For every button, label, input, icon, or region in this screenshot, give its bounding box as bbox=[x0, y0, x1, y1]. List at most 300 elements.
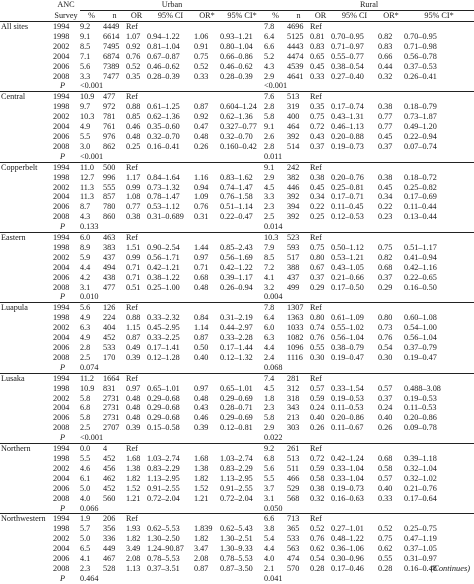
survey-year: 1994 bbox=[52, 162, 80, 172]
table-cell: 438 bbox=[103, 272, 116, 282]
table-row bbox=[0, 474, 474, 484]
table-cell bbox=[220, 22, 264, 32]
survey-year: 2006 bbox=[53, 131, 70, 141]
table-cell: 0.80 bbox=[310, 313, 325, 323]
table-cell: 356 bbox=[103, 524, 116, 534]
table-cell: 0.46–0.62 bbox=[147, 61, 180, 71]
table-cell bbox=[220, 373, 264, 383]
table-cell: 0.72 bbox=[310, 453, 325, 463]
table-cell: 392 bbox=[287, 192, 300, 202]
table-cell: 0.33–2.28 bbox=[220, 333, 253, 343]
table-cell: 7389 bbox=[103, 61, 120, 71]
table-row bbox=[0, 253, 474, 263]
table-cell: 1.16 bbox=[194, 172, 209, 182]
table-cell: 0.99 bbox=[126, 252, 141, 262]
table-cell: 0.59 bbox=[310, 393, 325, 403]
table-cell: 1.09 bbox=[194, 192, 209, 202]
table-cell: 4.2 bbox=[80, 272, 91, 282]
table-cell: 0.31–0.97 bbox=[404, 554, 437, 564]
table-cell bbox=[404, 514, 474, 524]
table-cell: 0.56–1.69 bbox=[220, 252, 253, 262]
table-cell bbox=[404, 162, 474, 172]
table-cell: 0.16–0.50 bbox=[404, 282, 437, 292]
table-cell: 0.20–0.76 bbox=[331, 172, 364, 182]
table-cell bbox=[220, 303, 264, 313]
table-cell: 0.33–1.04 bbox=[331, 463, 364, 473]
table-cell: 0.76–1.58 bbox=[220, 192, 253, 202]
region-spacer bbox=[0, 494, 52, 504]
table-row bbox=[0, 32, 474, 42]
table-cell: 0.70–0.95 bbox=[404, 31, 437, 41]
table-cell: 3.3 bbox=[264, 192, 275, 202]
p-value-urban: 0.066 bbox=[80, 503, 99, 513]
survey-year: 2002 bbox=[53, 534, 70, 544]
table-cell: 0.37–0.79 bbox=[404, 343, 437, 352]
table-cell: Ref bbox=[126, 303, 147, 313]
table-cell: 9.1 bbox=[264, 122, 275, 132]
table-cell: 2.3 bbox=[264, 202, 275, 212]
region-label: Northwestern bbox=[0, 514, 52, 524]
table-cell: 0.38–0.54 bbox=[331, 61, 364, 71]
table-cell: 0.37 bbox=[378, 141, 393, 151]
table-cell: 0.75 bbox=[378, 242, 393, 252]
table-cell: 0.75 bbox=[378, 534, 393, 544]
table-cell: 0.30–0.96 bbox=[331, 554, 364, 564]
table-cell: 0.32–0.70 bbox=[220, 131, 253, 141]
table-cell: 5.5 bbox=[80, 453, 91, 463]
table-cell: 452 bbox=[103, 333, 116, 343]
table-cell: 0.84–1.64 bbox=[147, 172, 180, 182]
table-cell: Ref bbox=[310, 303, 331, 313]
table-cell: 3.0 bbox=[80, 141, 91, 151]
table-cell: 3.7 bbox=[264, 483, 275, 493]
region-spacer bbox=[0, 273, 52, 283]
table-cell: 0.19–0.47 bbox=[404, 352, 437, 362]
survey-year: 2002 bbox=[53, 182, 70, 192]
table-cell: 3.1 bbox=[264, 493, 275, 503]
table-cell: 1.52 bbox=[194, 483, 209, 493]
table-cell: 4.3 bbox=[80, 212, 91, 222]
table-cell: 0.42–1.16 bbox=[404, 262, 437, 272]
table-cell: 365 bbox=[287, 524, 300, 534]
table-cell bbox=[331, 444, 378, 454]
p-value-urban: <0.001 bbox=[80, 151, 104, 161]
table-cell: 3.3 bbox=[80, 71, 91, 81]
table-cell: 10.9 bbox=[80, 92, 103, 102]
table-cell: 0.74 bbox=[310, 323, 325, 333]
table-cell: 6.0 bbox=[264, 323, 275, 333]
table-cell: 6.1 bbox=[80, 473, 91, 483]
survey-year: 1994 bbox=[52, 22, 80, 32]
table-cell: 1.82 bbox=[194, 473, 209, 483]
table-cell: 0.51–1.14 bbox=[220, 202, 253, 212]
survey-header-line2: Survey bbox=[54, 10, 78, 20]
region-spacer bbox=[0, 333, 52, 343]
table-cell: Ref bbox=[310, 444, 331, 454]
table-cell: 0.93–1.21 bbox=[220, 31, 253, 41]
table-cell: 6614 bbox=[103, 31, 120, 41]
table-cell: 7.8 bbox=[264, 22, 287, 32]
table-cell: 0.38 bbox=[378, 172, 393, 182]
table-cell: 0.21–0.76 bbox=[404, 483, 437, 493]
table-cell: 0.38 bbox=[126, 212, 141, 222]
table-cell: 0.73 bbox=[378, 323, 393, 333]
region-spacer bbox=[0, 62, 52, 72]
table-cell bbox=[404, 92, 474, 102]
table-row bbox=[0, 384, 474, 394]
table-cell: Ref bbox=[126, 162, 147, 172]
table-cell: 0.57 bbox=[378, 473, 393, 483]
region-spacer bbox=[0, 474, 52, 484]
table-cell: 8.5 bbox=[80, 41, 91, 51]
region-spacer bbox=[0, 152, 52, 162]
table-cell: 0.19–0.47 bbox=[331, 352, 364, 362]
region-spacer bbox=[0, 32, 52, 42]
table-cell: 6.6 bbox=[264, 514, 287, 524]
table-cell: 0.43–1.05 bbox=[331, 262, 364, 272]
table-cell: 0.51–1.17 bbox=[404, 242, 437, 252]
table-cell: 0.28–0.71 bbox=[220, 403, 253, 413]
region-spacer bbox=[0, 222, 52, 232]
table-cell: 976 bbox=[103, 131, 116, 141]
table-cell bbox=[331, 233, 378, 243]
table-cell: 1.82 bbox=[126, 473, 141, 483]
survey-year: 1998 bbox=[53, 453, 70, 463]
table-cell: 0.29 bbox=[310, 282, 325, 292]
table-cell: 0.12–0.81 bbox=[220, 423, 253, 433]
table-cell: 0.52 bbox=[310, 524, 325, 534]
table-cell: 0.17–0.46 bbox=[331, 563, 364, 573]
table-cell: 0.58 bbox=[310, 473, 325, 483]
table-cell: 0.97 bbox=[194, 252, 209, 262]
survey-year: 1994 bbox=[52, 92, 80, 102]
table-cell: 1.30–9.33 bbox=[220, 544, 253, 554]
table-cell: 0.53–1.21 bbox=[331, 252, 364, 262]
table-cell: 0.38 bbox=[310, 483, 325, 493]
table-row bbox=[0, 243, 474, 253]
table-cell: 0.54–1.00 bbox=[404, 323, 437, 333]
table-cell: 0.91 bbox=[194, 41, 209, 51]
table-cell: 8.5 bbox=[264, 252, 275, 262]
table-cell: 318 bbox=[287, 393, 300, 403]
table-cell bbox=[331, 514, 378, 524]
region-spacer bbox=[0, 283, 52, 293]
survey-year: 1998 bbox=[53, 383, 70, 393]
region-spacer bbox=[0, 173, 52, 183]
table-cell: 0.82 bbox=[378, 31, 393, 41]
p-value-rural: 0.022 bbox=[264, 433, 283, 443]
table-cell: 392 bbox=[287, 131, 300, 141]
table-cell: 570 bbox=[287, 563, 300, 573]
table-cell: 7.9 bbox=[264, 242, 275, 252]
table-cell: 1363 bbox=[287, 313, 304, 323]
table-cell: 0.39 bbox=[194, 423, 209, 433]
table-cell: 0.25–0.75 bbox=[404, 524, 437, 534]
p-value-row bbox=[0, 292, 474, 302]
table-cell: 0.85 bbox=[126, 112, 141, 122]
table-cell: 0.20–0.88 bbox=[331, 131, 364, 141]
table-cell: 0.25–0.81 bbox=[331, 182, 364, 192]
table-cell: 0.47 bbox=[194, 122, 209, 132]
table-cell: 0.52 bbox=[126, 61, 141, 71]
table-cell: 0.48 bbox=[194, 282, 209, 292]
table-cell: 0.27–0.40 bbox=[331, 71, 364, 81]
table-cell: 2.4 bbox=[264, 352, 275, 362]
p-value-rural: 0.041 bbox=[264, 573, 283, 583]
table-cell: 0.33–2.32 bbox=[147, 313, 180, 323]
survey-year: 2008 bbox=[53, 141, 70, 151]
p-value-rural: 0.011 bbox=[264, 151, 283, 161]
table-cell: 10.3 bbox=[264, 233, 287, 243]
col-header: OR bbox=[314, 11, 327, 20]
table-cell: 0.38 bbox=[310, 172, 325, 182]
table-cell: 2.8 bbox=[264, 141, 275, 151]
table-cell: 568 bbox=[287, 493, 300, 503]
survey-year: 2004 bbox=[53, 544, 70, 554]
table-cell: 0.13–0.44 bbox=[404, 212, 437, 222]
table-row bbox=[0, 192, 474, 202]
table-cell: 0.160–0.42 bbox=[220, 141, 257, 151]
table-cell: 0.68 bbox=[378, 453, 393, 463]
table-cell: 0.83–2.29 bbox=[147, 463, 180, 473]
table-cell bbox=[147, 233, 194, 243]
table-cell: 0.38–1.22 bbox=[147, 272, 180, 282]
table-row bbox=[0, 132, 474, 142]
table-cell: 6.8 bbox=[264, 453, 275, 463]
table-cell: 0.11–0.67 bbox=[331, 423, 364, 433]
region-spacer bbox=[0, 323, 52, 333]
table-cell: Ref bbox=[310, 514, 331, 524]
survey-year: 2004 bbox=[53, 51, 70, 61]
table-cell: 2731 bbox=[103, 393, 120, 403]
table-cell: 0.28–0.39 bbox=[220, 71, 253, 81]
table-cell: 5.0 bbox=[80, 534, 91, 544]
table-cell: 400 bbox=[287, 112, 300, 122]
table-cell bbox=[404, 303, 474, 313]
table-cell bbox=[378, 303, 404, 313]
table-cell: 5.9 bbox=[80, 252, 91, 262]
table-cell: 1.82 bbox=[126, 534, 141, 544]
table-cell: 0.74–1.47 bbox=[220, 182, 253, 192]
table-cell: 0.78–5.53 bbox=[147, 554, 180, 564]
table-cell: 0.46 bbox=[194, 413, 209, 423]
table-cell: 3.1 bbox=[80, 282, 91, 292]
table-cell: 0.34 bbox=[378, 192, 393, 202]
table-cell: 382 bbox=[287, 172, 300, 182]
table-cell: 5125 bbox=[287, 31, 304, 41]
table-cell: 170 bbox=[103, 352, 116, 362]
survey-year: 2002 bbox=[53, 41, 70, 51]
table-cell: Ref bbox=[310, 22, 331, 32]
table-cell: 0.40 bbox=[378, 413, 393, 423]
table-cell: 5.8 bbox=[264, 112, 275, 122]
table-cell: 511 bbox=[287, 463, 300, 473]
table-cell: 0.77 bbox=[378, 122, 393, 132]
table-cell: 0.32 bbox=[378, 71, 393, 81]
table-cell: 0.70–0.95 bbox=[331, 31, 364, 41]
table-cell: Ref bbox=[126, 22, 147, 32]
table-row bbox=[0, 22, 474, 32]
table-cell: 0.15–0.58 bbox=[147, 423, 180, 433]
table-cell: 281 bbox=[287, 373, 310, 383]
header-row-groups bbox=[0, 0, 474, 11]
p-value-urban: <0.001 bbox=[80, 433, 104, 443]
table-cell: 0.87 bbox=[194, 102, 209, 112]
table-row bbox=[0, 263, 474, 273]
table-cell: Ref bbox=[126, 92, 147, 102]
table-cell: 0.71–0.97 bbox=[331, 41, 364, 51]
p-value-urban: 0.074 bbox=[80, 362, 99, 372]
table-cell: 0.35–0.60 bbox=[147, 122, 180, 132]
p-value-row bbox=[0, 152, 474, 162]
p-value-rural: 0.014 bbox=[264, 222, 283, 232]
table-cell: 464 bbox=[287, 122, 300, 132]
table-cell: 5.4 bbox=[264, 534, 275, 544]
table-cell: 4.4 bbox=[264, 544, 275, 554]
table-cell: 1.51 bbox=[126, 242, 141, 252]
table-cell: 0.50 bbox=[194, 343, 209, 352]
p-value-urban: 0.464 bbox=[80, 573, 99, 583]
table-cell: 0.34 bbox=[310, 192, 325, 202]
table-cell: 5.2 bbox=[264, 51, 275, 61]
table-cell: 0.68 bbox=[378, 262, 393, 272]
table-cell: 2.08 bbox=[126, 554, 141, 564]
table-cell: 0.17–0.69 bbox=[404, 192, 437, 202]
survey-year: 2008 bbox=[53, 493, 70, 503]
table-cell bbox=[378, 373, 404, 383]
survey-year: 2008 bbox=[53, 423, 70, 433]
region-spacer bbox=[0, 353, 52, 363]
table-cell bbox=[147, 373, 194, 383]
region-spacer bbox=[0, 574, 52, 584]
table-cell: 0.28 bbox=[310, 563, 325, 573]
table-cell: 462 bbox=[103, 473, 116, 483]
table-cell: 0.39–1.17 bbox=[220, 272, 253, 282]
table-cell: 0.20–0.86 bbox=[331, 413, 364, 423]
region-label: Eastern bbox=[0, 233, 52, 243]
table-cell: 4 bbox=[103, 444, 126, 454]
table-cell: 336 bbox=[103, 534, 116, 544]
table-cell: 1.68 bbox=[194, 453, 209, 463]
table-cell: 467 bbox=[103, 554, 116, 564]
survey-year: 2006 bbox=[53, 483, 70, 493]
table-row bbox=[0, 423, 474, 433]
table-cell: 1.08 bbox=[126, 192, 141, 202]
table-cell: 0.17–0.71 bbox=[331, 192, 364, 202]
p-value-rural: 0.004 bbox=[264, 292, 283, 302]
table-cell: 0.27–1.01 bbox=[331, 524, 364, 534]
table-cell: 1.38 bbox=[126, 463, 141, 473]
table-row bbox=[0, 62, 474, 72]
table-cell: 6.3 bbox=[80, 323, 91, 333]
table-row bbox=[0, 142, 474, 152]
table-cell: 0.0 bbox=[80, 444, 103, 454]
table-cell: 388 bbox=[287, 262, 300, 272]
table-cell: 319 bbox=[287, 102, 300, 112]
table-cell: 4443 bbox=[287, 41, 304, 51]
table-cell: 1.07 bbox=[126, 31, 141, 41]
header-row-columns bbox=[0, 11, 474, 22]
region-spacer bbox=[0, 243, 52, 253]
table-cell: 11.2 bbox=[80, 373, 103, 383]
table-cell: 0.92 bbox=[126, 41, 141, 51]
table-cell: 0.76 bbox=[378, 333, 393, 343]
table-cell bbox=[331, 162, 378, 172]
table-cell: 0.45 bbox=[378, 131, 393, 141]
p-label: P bbox=[60, 292, 66, 302]
table-cell: 0.21–0.66 bbox=[331, 272, 364, 282]
region-spacer bbox=[0, 363, 52, 373]
table-cell: 0.22 bbox=[310, 202, 325, 212]
table-cell: 0.32 bbox=[310, 493, 325, 503]
table-cell: 0.78–5.53 bbox=[220, 554, 253, 564]
table-cell: 0.11–0.45 bbox=[331, 202, 364, 212]
table-cell: 0.19–0.53 bbox=[404, 393, 437, 403]
region-spacer bbox=[0, 42, 52, 52]
table-cell: 0.26 bbox=[194, 141, 209, 151]
table-cell: 0.18–0.79 bbox=[404, 102, 437, 112]
survey-year: 2002 bbox=[53, 323, 70, 333]
table-cell: 466 bbox=[287, 473, 300, 483]
survey-year: 2002 bbox=[53, 393, 70, 403]
table-cell: 0.46–1.13 bbox=[331, 122, 364, 132]
table-cell: 0.37–0.53 bbox=[404, 61, 437, 71]
table-cell: 0.29–0.68 bbox=[147, 413, 180, 423]
table-cell: 0.65–1.01 bbox=[220, 383, 253, 393]
table-cell: 0.22–0.65 bbox=[404, 272, 437, 282]
table-cell: 0.71 bbox=[194, 262, 209, 272]
survey-year: 2008 bbox=[53, 282, 70, 292]
table-cell: 0.44 bbox=[378, 61, 393, 71]
table-cell: 0.22–0.47 bbox=[220, 212, 253, 222]
table-cell: 0.37–1.05 bbox=[404, 544, 437, 554]
table-cell: 0.26–0.41 bbox=[404, 71, 437, 81]
table-cell: 477 bbox=[103, 92, 126, 102]
table-cell bbox=[194, 514, 220, 524]
table-cell: 2707 bbox=[103, 423, 120, 433]
table-cell: 0.48 bbox=[126, 413, 141, 423]
table-cell: Ref bbox=[310, 233, 331, 243]
table-cell: 0.19–0.53 bbox=[331, 393, 364, 403]
table-cell: 1.82 bbox=[194, 534, 209, 544]
table-cell: 0.11–0.53 bbox=[331, 403, 364, 413]
table-cell: 0.62 bbox=[378, 544, 393, 554]
table-cell: 343 bbox=[287, 403, 300, 413]
table-cell: 0.31–2.19 bbox=[220, 313, 253, 323]
table-cell: 5.8 bbox=[264, 413, 275, 423]
table-cell: 0.76 bbox=[310, 534, 325, 544]
table-cell bbox=[220, 514, 264, 524]
table-cell: 0.83–1.62 bbox=[220, 172, 253, 182]
table-cell: 0.29 bbox=[378, 282, 393, 292]
survey-year: 2002 bbox=[53, 252, 70, 262]
table-cell: 514 bbox=[287, 141, 300, 151]
table-cell bbox=[147, 162, 194, 172]
table-cell: 533 bbox=[287, 534, 300, 544]
table-cell: 11.0 bbox=[80, 162, 103, 172]
table-cell: 7.2 bbox=[264, 262, 275, 272]
table-cell: 0.54 bbox=[310, 554, 325, 564]
region-spacer bbox=[0, 292, 52, 302]
survey-year: 2006 bbox=[53, 61, 70, 71]
table-cell: 0.72 bbox=[310, 122, 325, 132]
table-row bbox=[0, 484, 474, 494]
table-cell: 6.4 bbox=[264, 313, 275, 323]
table-cell: 0.87 bbox=[126, 333, 141, 343]
col-header: 95% CI* bbox=[227, 11, 257, 20]
table-cell: 0.38 bbox=[378, 102, 393, 112]
table-cell: 5.7 bbox=[80, 524, 91, 534]
